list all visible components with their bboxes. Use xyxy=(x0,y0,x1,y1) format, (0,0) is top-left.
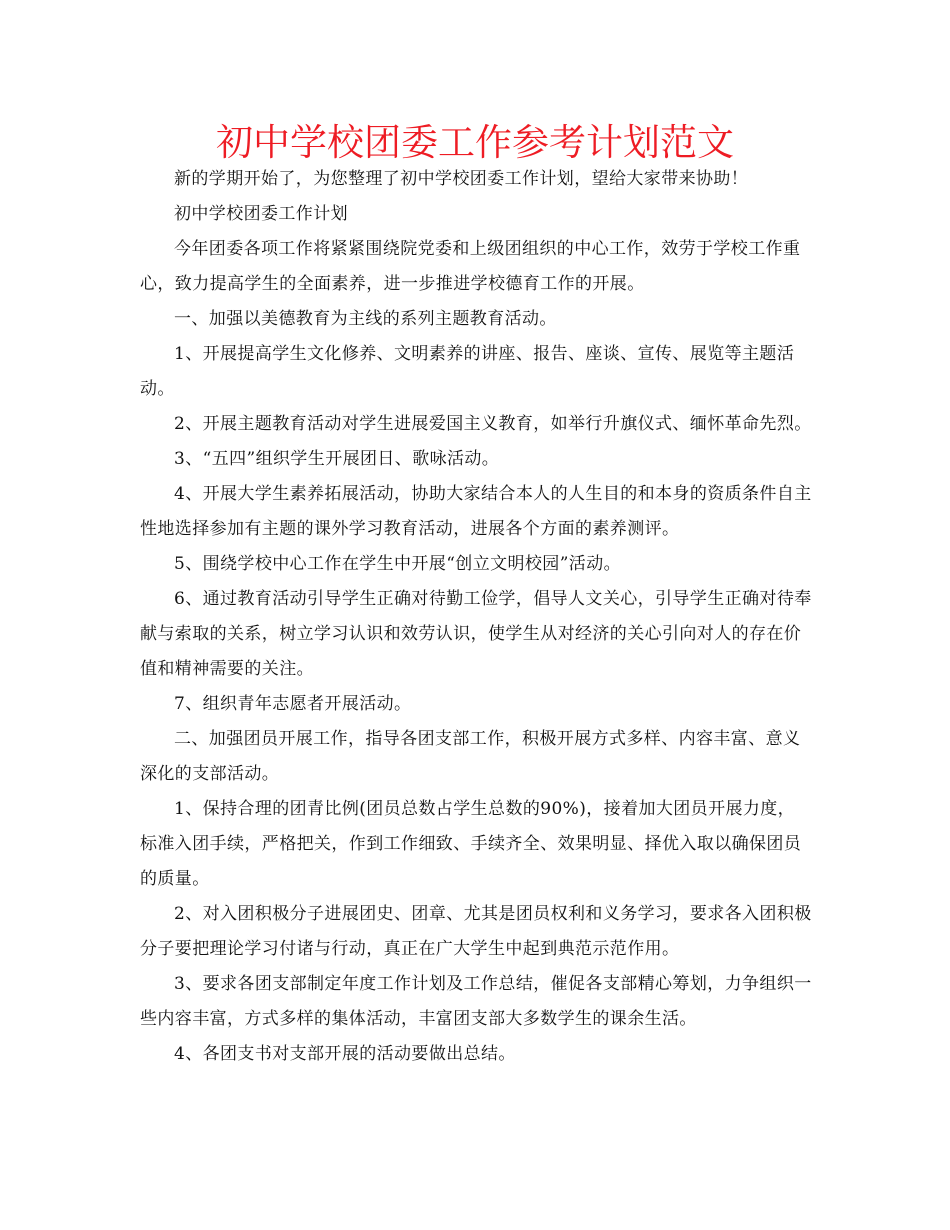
document-title: 初中学校团委工作参考计划范文 xyxy=(216,121,734,164)
section-heading-1: 一、加强以美德教育为主线的系列主题教育活动。 xyxy=(174,309,557,329)
list-item-1-6: 6、通过教育活动引导学生正确对待勤工俭学，倡导人文关心，引导学生正确对待奉献与索取的关系，树立学习认识和效劳认识，使学生从对经济的关心引向对人的存在价值和精神需要的关注。 xyxy=(140,589,812,679)
list-item-1-1: 1、开展提高学生文化修养、文明素养的讲座、报告、座谈、宣传、展览等主题活动。 xyxy=(140,344,795,399)
intro-paragraph: 新的学期开始了，为您整理了初中学校团委工作计划，望给大家带来协助！ xyxy=(174,169,749,189)
list-item-2-3: 3、要求各团支部制定年度工作计划及工作总结，催促各支部精心筹划，力争组织一些内容丰富，方式多样的集体活动，丰富团支部大多数学生的课余生活。 xyxy=(140,974,812,1029)
list-item-1-2: 2、开展主题教育活动对学生进展爱国主义教育，如举行升旗仪式、缅怀革命先烈。 xyxy=(174,414,812,434)
list-item-2-2: 2、对入团积极分子进展团史、团章、尤其是团员权利和义务学习，要求各入团积极分子要把理论学习付诸与行动，真正在广大学生中起到典范示范作用。 xyxy=(140,904,812,959)
section-heading-2: 二、加强团员开展工作，指导各团支部工作，积极开展方式多样、内容丰富、意义深化的支部活动。 xyxy=(140,729,801,784)
list-item-1-3: 3、“五四”组织学生开展团日、歌咏活动。 xyxy=(174,449,500,469)
list-item-2-1: 1、保持合理的团青比例(团员总数占学生总数的90%)，接着加大团员开展力度，标准入团手续，严格把关，作到工作细致、手续齐全、效果明显、择优入取以确保团员的质量。 xyxy=(140,799,802,889)
list-item-2-4: 4、各团支书对支部开展的活动要做出总结。 xyxy=(174,1044,516,1064)
list-item-1-7: 7、组织青年志愿者开展活动。 xyxy=(174,694,412,714)
list-item-1-5: 5、围绕学校中心工作在学生中开展“创立文明校园”活动。 xyxy=(174,554,621,574)
document-body xyxy=(140,162,812,1072)
list-item-1-4: 4、开展大学生素养拓展活动，协助大家结合本人的人生目的和本身的资质条件自主性地选择参加有主题的课外学习教育活动，进展各个方面的素养测评。 xyxy=(140,484,812,539)
subtitle-paragraph: 初中学校团委工作计划 xyxy=(174,204,348,224)
overview-paragraph: 今年团委各项工作将紧紧围绕院党委和上级团组织的中心工作，效劳于学校工作重心，致力提高学生的全面素养，进一步推进学校德育工作的开展。 xyxy=(140,239,801,294)
